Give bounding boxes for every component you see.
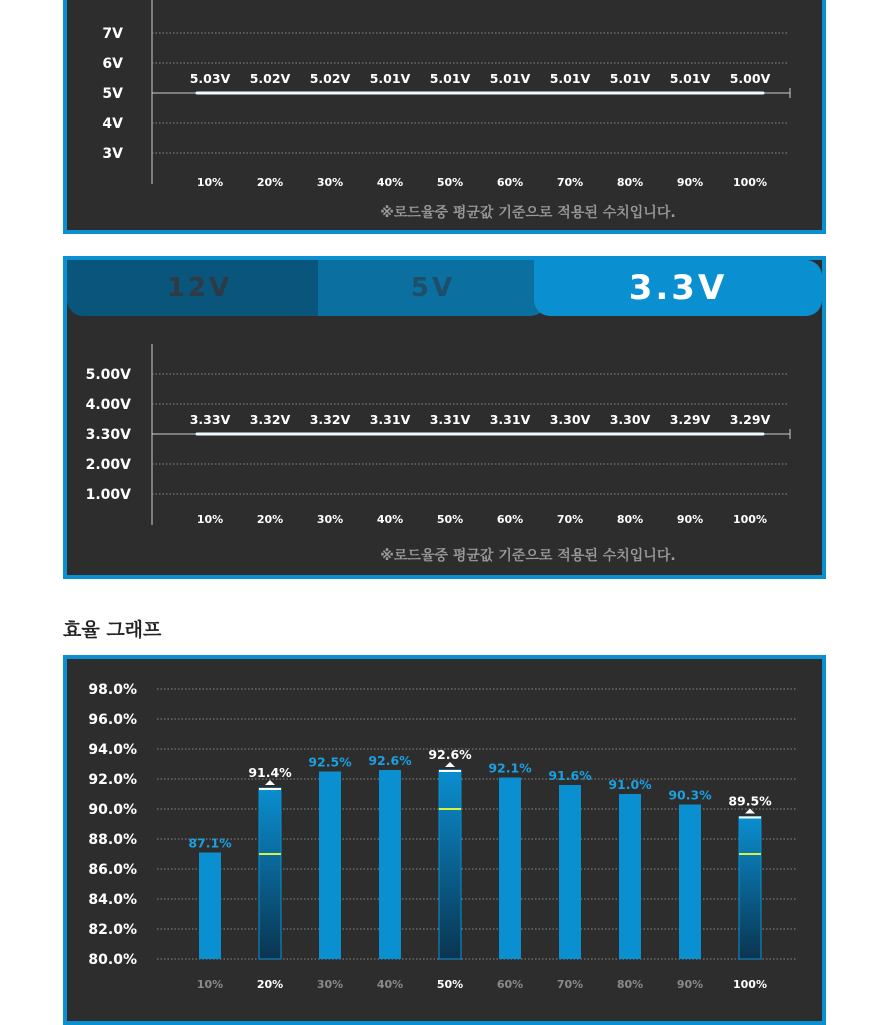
data-label: 3.31V: [489, 412, 531, 427]
y-tick-label: 86.0%: [88, 862, 137, 878]
tab-3v3[interactable]: [534, 260, 822, 316]
data-label: 91.6%: [548, 768, 592, 783]
x-tick-label: 80%: [616, 513, 644, 526]
data-label: 91.0%: [608, 777, 652, 792]
bar: [259, 788, 281, 959]
tab-3v3-label: 3.3V: [628, 268, 728, 308]
y-tick-label: 2.00V: [85, 457, 131, 473]
bar: [679, 805, 701, 960]
x-tick-label: 50%: [436, 176, 464, 189]
y-tick-label: 90.0%: [88, 802, 137, 818]
bar: [739, 817, 761, 960]
data-label: 92.1%: [488, 760, 532, 776]
y-tick-label: 6V: [102, 56, 123, 72]
section-title-efficiency: 효율 그래프: [63, 619, 162, 641]
bar: [619, 794, 641, 959]
data-label: 89.5%: [728, 793, 772, 809]
data-label: 5.01V: [669, 71, 711, 86]
x-tick-label: 70%: [556, 978, 584, 991]
x-tick-label: 50%: [436, 513, 464, 526]
x-tick-label: 100%: [733, 513, 767, 526]
data-label: 3.31V: [429, 412, 471, 427]
data-label: 5.03V: [189, 71, 231, 86]
y-tick-label: 84.0%: [88, 892, 137, 908]
x-tick-label: 20%: [256, 513, 284, 526]
data-label: 5.00V: [729, 71, 771, 86]
data-label: 3.30V: [609, 412, 651, 427]
y-tick-label: 88.0%: [88, 832, 137, 848]
data-label: 5.01V: [489, 71, 531, 86]
voltage-chart-3v3: [63, 256, 826, 579]
y-tick-label: 3V: [102, 146, 123, 162]
x-tick-label: 90%: [676, 513, 704, 526]
x-tick-label: 70%: [556, 176, 584, 189]
data-label: 3.33V: [189, 412, 231, 427]
efficiency-chart: [63, 655, 826, 1025]
x-tick-label: 60%: [496, 513, 524, 526]
y-tick-label: 92.0%: [88, 772, 137, 788]
data-label: 3.32V: [249, 412, 291, 427]
y-tick-label: 96.0%: [88, 712, 137, 728]
x-tick-label: 70%: [556, 513, 584, 526]
bar: [559, 785, 581, 959]
bar: [439, 770, 461, 959]
y-tick-label: 80.0%: [88, 952, 137, 968]
data-label: 90.3%: [668, 787, 712, 803]
data-label: 92.5%: [308, 754, 352, 770]
efficiency-chart-plot: [67, 659, 822, 1021]
data-label: 3.30V: [549, 412, 591, 427]
data-label: 87.1%: [188, 835, 232, 851]
data-label: 91.4%: [248, 765, 292, 780]
data-label: 3.31V: [369, 412, 411, 427]
tab-5v-label: 5V: [410, 273, 456, 303]
data-label: 3.29V: [669, 412, 711, 427]
chart-note: ※로드율중 평균값 기준으로 적용된 수치입니다.: [380, 548, 676, 564]
tab-5v[interactable]: [318, 260, 548, 316]
x-tick-label: 30%: [316, 513, 344, 526]
y-tick-label: 4.00V: [85, 397, 131, 413]
x-tick-label: 80%: [616, 176, 644, 189]
data-label: 3.29V: [729, 412, 771, 427]
x-tick-label: 10%: [196, 978, 224, 991]
voltage-chart-5v-plot: [67, 0, 822, 230]
x-tick-label: 10%: [196, 513, 224, 526]
bar: [379, 770, 401, 959]
x-tick-label: 100%: [733, 978, 767, 991]
x-tick-label: 60%: [496, 978, 524, 991]
x-tick-label: 50%: [436, 978, 464, 991]
y-tick-label: 1.00V: [85, 487, 131, 503]
x-tick-label: 20%: [256, 978, 284, 991]
y-tick-label: 5.00V: [85, 367, 131, 383]
x-tick-label: 10%: [196, 176, 224, 189]
y-tick-label: 3.30V: [85, 427, 131, 443]
data-label: 5.01V: [369, 71, 411, 86]
x-tick-label: 100%: [733, 176, 767, 189]
x-tick-label: 90%: [676, 978, 704, 991]
x-tick-label: 40%: [376, 513, 404, 526]
x-tick-label: 30%: [316, 176, 344, 189]
x-tick-label: 40%: [376, 176, 404, 189]
tab-12v-label: 12V: [166, 273, 233, 303]
data-label: 5.01V: [609, 71, 651, 86]
x-tick-label: 90%: [676, 176, 704, 189]
data-label: 5.02V: [309, 71, 351, 86]
y-tick-label: 7V: [102, 26, 123, 42]
x-tick-label: 30%: [316, 978, 344, 991]
x-tick-label: 60%: [496, 176, 524, 189]
x-tick-label: 20%: [256, 176, 284, 189]
pointer-icon: [445, 762, 455, 767]
bar: [319, 772, 341, 960]
bar: [499, 778, 521, 960]
y-tick-label: 94.0%: [88, 742, 137, 758]
data-label: 92.6%: [368, 753, 412, 768]
y-tick-label: 4V: [102, 116, 123, 132]
data-label: 92.6%: [428, 747, 472, 762]
chart-note: ※로드율중 평균값 기준으로 적용된 수치입니다.: [380, 205, 676, 221]
y-tick-label: 5V: [102, 86, 123, 102]
x-tick-label: 80%: [616, 978, 644, 991]
y-tick-label: 98.0%: [88, 682, 137, 698]
data-label: 5.02V: [249, 71, 291, 86]
x-tick-label: 40%: [376, 978, 404, 991]
pointer-icon: [265, 780, 275, 785]
data-label: 5.01V: [549, 71, 591, 86]
y-tick-label: 82.0%: [88, 922, 137, 938]
data-label: 3.32V: [309, 412, 351, 427]
voltage-chart-5v: [63, 0, 826, 234]
data-label: 5.01V: [429, 71, 471, 86]
bar: [199, 853, 221, 960]
